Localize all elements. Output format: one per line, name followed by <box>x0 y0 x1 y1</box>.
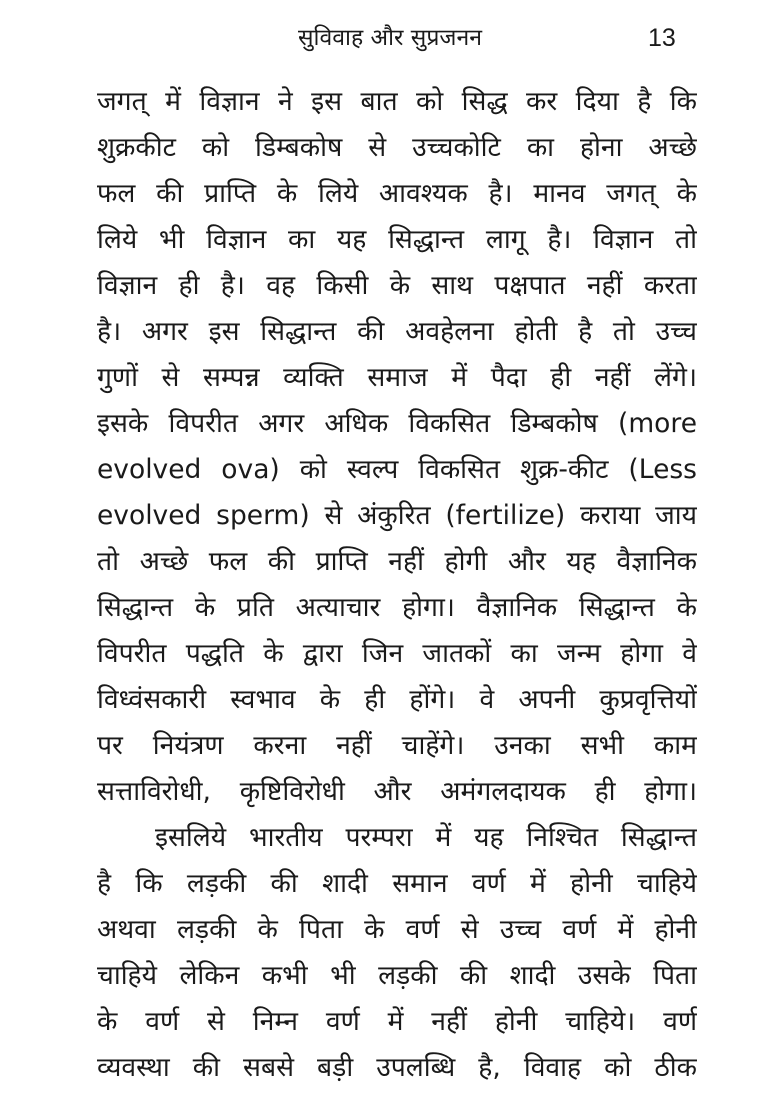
text-line: इसलिये भारतीय परम्परा में यह निश्चित सिद्धान्त <box>155 822 697 853</box>
page-number: 13 <box>648 24 676 52</box>
text-line: सिद्धान्त के प्रति अत्याचार होगा। वैज्ञानिक सिद्धान्त के <box>97 592 697 623</box>
running-header-title: सुविवाह और सुप्रजनन <box>297 25 483 51</box>
text-line: गुणों से सम्पन्न व्यक्ति समाज में पैदा ही नहीं लेंगे। <box>97 362 697 393</box>
text-line: सत्ताविरोधी, कृष्टिविरोधी और अमंगलदायक ही होगा। <box>97 776 697 807</box>
text-line: इसके विपरीत अगर अधिक विकसित डिम्बकोष (more <box>97 408 697 439</box>
text-line: evolved sperm) से अंकुरित (fertilize) कराया जाय <box>97 500 697 531</box>
text-line: के वर्ण से निम्न वर्ण में नहीं होनी चाहिये। वर्ण <box>97 1006 697 1037</box>
text-line: है। अगर इस सिद्धान्त की अवहेलना होती है तो उच्च <box>97 316 697 347</box>
text-line: लिये भी विज्ञान का यह सिद्धान्त लागू है। विज्ञान तो <box>97 224 697 255</box>
text-line: पर नियंत्रण करना नहीं चाहेंगे। उनका सभी काम <box>97 730 697 761</box>
running-header <box>0 18 780 58</box>
text-line: evolved ova) को स्वल्प विकसित शुक्र-कीट (Less <box>97 454 697 485</box>
text-line: शुक्रकीट को डिम्बकोष से उच्चकोटि का होना अच्छे <box>97 132 697 163</box>
text-line: विध्वंसकारी स्वभाव के ही होंगे। वे अपनी कुप्रवृत्तियों <box>97 684 697 715</box>
paragraph-2 <box>97 815 697 1091</box>
text-line: अथवा लड़की के पिता के वर्ण से उच्च वर्ण में होनी <box>97 914 697 945</box>
paragraph-1 <box>97 79 697 815</box>
text-line: फल की प्राप्ति के लिये आवश्यक है। मानव जगत् के <box>97 178 697 209</box>
text-line: जगत् में विज्ञान ने इस बात को सिद्ध कर दिया है कि <box>97 86 697 117</box>
text-line: तो अच्छे फल की प्राप्ति नहीं होगी और यह वैज्ञानिक <box>97 546 697 577</box>
text-line: व्यवस्था की सबसे बड़ी उपलब्धि है, विवाह को ठीक <box>97 1052 697 1083</box>
body-text <box>97 79 697 1091</box>
text-line: चाहिये लेकिन कभी भी लड़की की शादी उसके पिता <box>97 960 697 991</box>
text-line: विपरीत पद्धति के द्वारा जिन जातकों का जन्म होगा वे <box>97 638 697 669</box>
text-line: है कि लड़की की शादी समान वर्ण में होनी चाहिये <box>97 868 697 899</box>
text-line: विज्ञान ही है। वह किसी के साथ पक्षपात नहीं करता <box>97 270 697 301</box>
